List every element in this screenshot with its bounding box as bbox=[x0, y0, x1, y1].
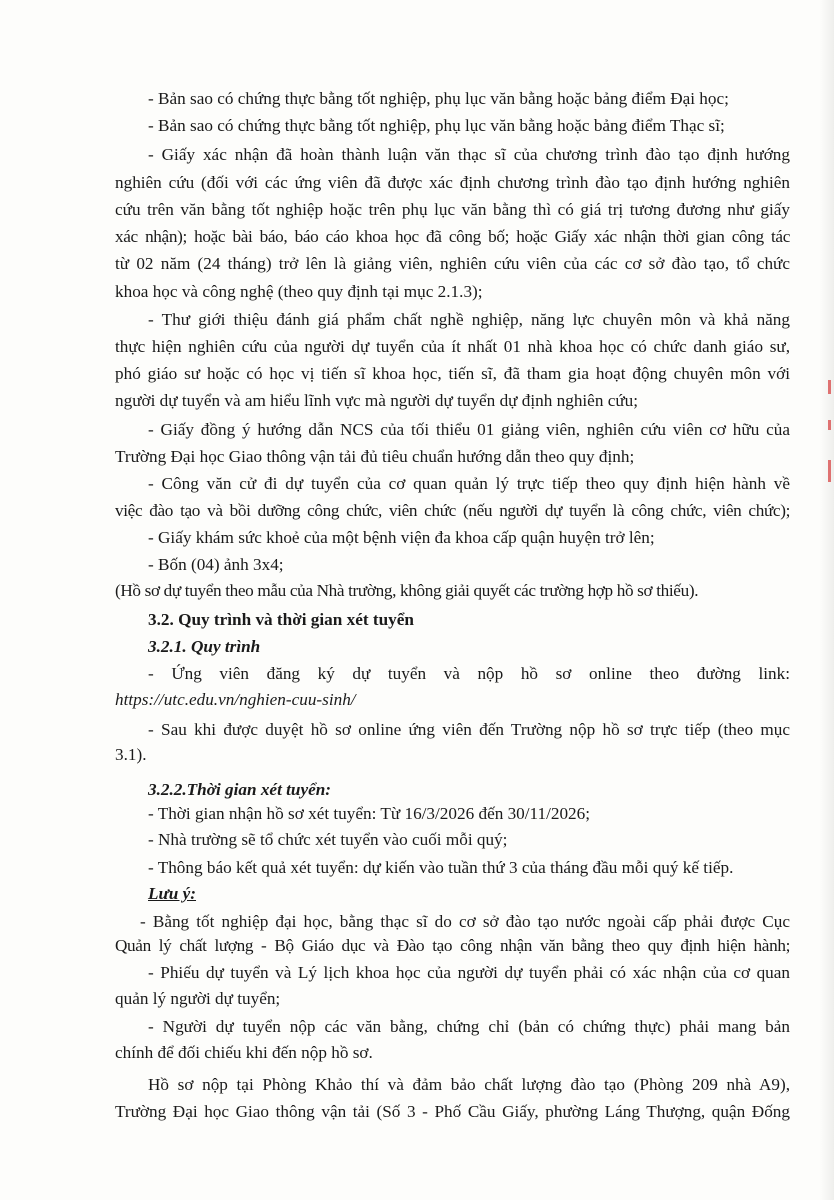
text-line: người dự tuyển và am hiểu lĩnh vực mà người dự tuyển dự định nghiên cứu; bbox=[115, 391, 639, 410]
text-line: - Thông báo kết quả xét tuyển: dự kiến vào tuần thứ 3 của tháng đầu mỗi quý kế tiếp. bbox=[148, 858, 734, 877]
text-line: - Bằng tốt nghiệp đại học, bằng thạc sĩ do cơ sở đào tạo nước ngoài cấp phải được Cục bbox=[140, 912, 790, 931]
red-ink-mark bbox=[828, 420, 831, 430]
text-line: - Giấy xác nhận đã hoàn thành luận văn thạc sĩ của chương trình đào tạo định hướng bbox=[148, 145, 790, 164]
registration-link[interactable]: https://utc.edu.vn/nghien-cuu-sinh/ bbox=[115, 690, 356, 709]
text-line: - Phiếu dự tuyển và Lý lịch khoa học của người dự tuyển phải có xác nhận của cơ quan bbox=[148, 963, 790, 982]
section-heading: 3.2. Quy trình và thời gian xét tuyển bbox=[148, 610, 414, 629]
text-line: nghiên cứu (đối với các ứng viên đã được xác định chương trình đào tạo định hướng nghiên bbox=[115, 173, 790, 192]
text-line: (Hồ sơ dự tuyển theo mẫu của Nhà trường, không giải quyết các trường hợp hồ sơ thiếu). bbox=[115, 581, 699, 600]
text-line: chính để đối chiếu khi đến nộp hồ sơ. bbox=[115, 1043, 373, 1062]
text-line: quản lý người dự tuyển; bbox=[115, 989, 281, 1008]
text-line: Hồ sơ nộp tại Phòng Khảo thí và đảm bảo chất lượng đào tạo (Phòng 209 nhà A9), bbox=[148, 1075, 790, 1094]
text-line: xác nhận); hoặc bài báo, báo cáo khoa học đã công bố; hoặc Giấy xác nhận thời gian công tác bbox=[115, 227, 790, 246]
red-ink-mark bbox=[828, 460, 831, 482]
text-line: từ 02 năm (24 tháng) trở lên là giảng viên, nghiên cứu viên của các cơ sở đào tạo, tổ chức bbox=[115, 254, 790, 273]
text-line: - Ứng viên đăng ký dự tuyển và nộp hồ sơ online theo đường link: bbox=[148, 664, 790, 683]
text-line: khoa học và công nghệ (theo quy định tại mục 2.1.3); bbox=[115, 282, 483, 301]
text-line: 3.1). bbox=[115, 745, 147, 764]
text-line: - Bản sao có chứng thực bằng tốt nghiệp, phụ lục văn bằng hoặc bảng điểm Thạc sĩ; bbox=[148, 116, 725, 135]
text-line: - Thư giới thiệu đánh giá phẩm chất nghề nghiệp, năng lực chuyên môn và khả năng bbox=[148, 310, 790, 329]
scan-edge-shadow bbox=[820, 0, 834, 1200]
text-line: - Giấy khám sức khoẻ của một bệnh viện đa khoa cấp quận huyện trở lên; bbox=[148, 528, 655, 547]
text-line: - Thời gian nhận hồ sơ xét tuyển: Từ 16/3/2026 đến 30/11/2026; bbox=[148, 804, 591, 823]
red-ink-mark bbox=[828, 380, 831, 394]
text-line: cứu trên văn bằng tốt nghiệp hoặc trên phụ lục văn bằng thì có giá trị tương đương như giấy bbox=[115, 200, 790, 219]
text-line: việc đào tạo và bồi dưỡng công chức, viên chức (nếu người dự tuyển là công chức, viên chức); bbox=[115, 501, 790, 520]
text-line: - Nhà trường sẽ tổ chức xét tuyển vào cuối mỗi quý; bbox=[148, 830, 508, 849]
text-line: - Người dự tuyển nộp các văn bằng, chứng chỉ (bản có chứng thực) phải mang bản bbox=[148, 1017, 790, 1036]
text-line: - Sau khi được duyệt hồ sơ online ứng viên đến Trường nộp hồ sơ trực tiếp (theo mục bbox=[148, 720, 790, 739]
text-line: - Bản sao có chứng thực bằng tốt nghiệp, phụ lục văn bằng hoặc bảng điểm Đại học; bbox=[148, 89, 729, 108]
text-line: phó giáo sư hoặc có học vị tiến sĩ khoa học, tiến sĩ, đã tham gia hoạt động chuyên môn với bbox=[115, 364, 790, 383]
text-line: - Công văn cử đi dự tuyển của cơ quan quản lý trực tiếp theo quy định hiện hành về bbox=[148, 474, 790, 493]
subsection-heading: 3.2.1. Quy trình bbox=[148, 637, 261, 656]
subsection-heading: 3.2.2.Thời gian xét tuyển: bbox=[148, 780, 332, 799]
text-line: Trường Đại học Giao thông vận tải (Số 3 - Phố Cầu Giấy, phường Láng Thượng, quận Đống bbox=[115, 1102, 790, 1121]
text-line: thực hiện nghiên cứu của người dự tuyển của ít nhất 01 nhà khoa học có chức danh giáo sư, bbox=[115, 337, 790, 356]
text-line: Trường Đại học Giao thông vận tải đủ tiêu chuẩn hướng dẫn theo quy định; bbox=[115, 447, 635, 466]
note-heading: Lưu ý: bbox=[148, 884, 197, 903]
text-line: - Bốn (04) ảnh 3x4; bbox=[148, 555, 284, 574]
text-line: Quản lý chất lượng - Bộ Giáo dục và Đào tạo công nhận văn bằng theo quy định hiện hành; bbox=[115, 936, 790, 955]
text-line: - Giấy đồng ý hướng dẫn NCS của tối thiểu 01 giảng viên, nghiên cứu viên cơ hữu của bbox=[148, 420, 790, 439]
